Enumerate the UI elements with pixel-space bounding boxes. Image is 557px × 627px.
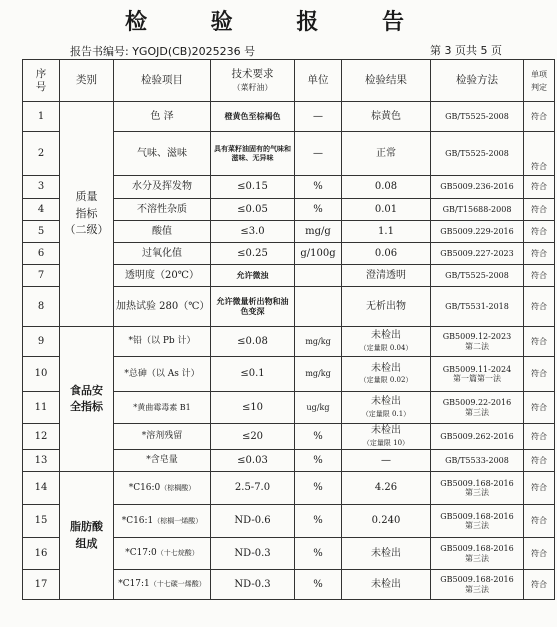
row-requirement: 2.5-7.0: [211, 472, 295, 505]
row-method: GB/T15688-2008: [431, 199, 524, 221]
inspection-table: [22, 59, 555, 600]
row-method: GB5009.227-2023: [431, 243, 524, 265]
table-row: [23, 102, 555, 132]
row-item: 水分及挥发物: [114, 176, 211, 199]
row-unit: %: [295, 450, 342, 472]
row-result: 0.01: [342, 199, 431, 221]
row-judge: 符合: [524, 221, 555, 243]
row-judge: 符合: [524, 450, 555, 472]
row-requirement: ≤0.1: [211, 357, 295, 392]
row-result: 0.08: [342, 176, 431, 199]
row-result: 未检出: [342, 570, 431, 600]
row-result: 未检出 （定量限 0.02）: [342, 357, 431, 392]
row-no: 1: [23, 102, 60, 132]
row-no: 16: [23, 538, 60, 570]
row-item: 气味、滋味: [114, 132, 211, 176]
row-judge: 符合: [524, 102, 555, 132]
row-result: 澄清透明: [342, 265, 431, 287]
row-no: 4: [23, 199, 60, 221]
row-item: *C16:0（棕榈酸）: [114, 472, 211, 505]
row-requirement: 具有菜籽油固有的气味和滋味、无异味: [211, 132, 295, 176]
row-item: *C17:0（十七烷酸）: [114, 538, 211, 570]
row-no: 5: [23, 221, 60, 243]
row-method: GB5009.168-2016 第三法: [431, 538, 524, 570]
category-quality: 质量 指标 （二级）: [60, 102, 114, 327]
row-judge: 符合: [524, 570, 555, 600]
report-number: 报告书编号: YGOJD(CB)2025236 号: [70, 45, 256, 58]
row-unit: %: [295, 538, 342, 570]
row-result: 0.06: [342, 243, 431, 265]
row-judge: 符合: [524, 424, 555, 450]
row-judge: 符合: [524, 505, 555, 538]
row-no: 13: [23, 450, 60, 472]
row-no: 8: [23, 287, 60, 327]
row-result: 正常: [342, 132, 431, 176]
row-judge: 符合: [524, 199, 555, 221]
row-item: *C16:1（棕榈一烯酸）: [114, 505, 211, 538]
row-item: 色 泽: [114, 102, 211, 132]
header-unit: 单位: [295, 60, 342, 102]
row-judge: 符合: [524, 538, 555, 570]
header-method: 检验方法: [431, 60, 524, 102]
row-judge: 符合: [524, 472, 555, 505]
header-item: 检验项目: [114, 60, 211, 102]
row-unit: %: [295, 472, 342, 505]
row-method: GB/T5525-2008: [431, 102, 524, 132]
row-method: GB5009.12-2023 第二法: [431, 327, 524, 357]
row-judge: 符合: [524, 132, 555, 176]
row-requirement: 橙黄色至棕褐色: [211, 102, 295, 132]
row-result: 无析出物: [342, 287, 431, 327]
row-item: *C17:1（十七碳一烯酸）: [114, 570, 211, 600]
row-unit: —: [295, 132, 342, 176]
row-result: —: [342, 450, 431, 472]
row-unit: mg/g: [295, 221, 342, 243]
row-judge: 符合: [524, 265, 555, 287]
row-method: GB/T5525-2008: [431, 265, 524, 287]
row-no: 12: [23, 424, 60, 450]
row-unit: g/100g: [295, 243, 342, 265]
row-unit: —: [295, 102, 342, 132]
row-requirement: ≤0.03: [211, 450, 295, 472]
row-result: 未检出: [342, 538, 431, 570]
row-requirement: ND-0.6: [211, 505, 295, 538]
row-no: 10: [23, 357, 60, 392]
row-item: 加热试验 280（℃）: [114, 287, 211, 327]
category-fatty-acid: 脂肪酸 组成: [60, 472, 114, 600]
row-requirement: ≤0.15: [211, 176, 295, 199]
row-item: *溶剂残留: [114, 424, 211, 450]
row-no: 11: [23, 392, 60, 424]
row-requirement: ≤3.0: [211, 221, 295, 243]
row-judge: 符合: [524, 392, 555, 424]
row-item: 过氧化值: [114, 243, 211, 265]
row-judge: 符合: [524, 327, 555, 357]
row-result: 未检出 （定量限 10）: [342, 424, 431, 450]
header-result: 检验结果: [342, 60, 431, 102]
row-requirement: ND-0.3: [211, 538, 295, 570]
table-header-row: [23, 60, 555, 102]
row-result: 未检出 （定量限 0.1）: [342, 392, 431, 424]
row-result: 4.26: [342, 472, 431, 505]
row-unit: %: [295, 424, 342, 450]
row-no: 6: [23, 243, 60, 265]
row-requirement: 允许微浊: [211, 265, 295, 287]
row-method: GB5009.262-2016: [431, 424, 524, 450]
row-unit: %: [295, 176, 342, 199]
row-no: 15: [23, 505, 60, 538]
row-requirement: ≤10: [211, 392, 295, 424]
row-method: GB5009.168-2016 第三法: [431, 472, 524, 505]
row-method: GB5009.236-2016: [431, 176, 524, 199]
row-result: 1.1: [342, 221, 431, 243]
row-unit: %: [295, 199, 342, 221]
row-judge: 符合: [524, 287, 555, 327]
row-unit: mg/kg: [295, 357, 342, 392]
row-item: *黄曲霉毒素 B1: [114, 392, 211, 424]
row-unit: %: [295, 505, 342, 538]
row-requirement: ≤0.25: [211, 243, 295, 265]
row-unit: mg/kg: [295, 327, 342, 357]
row-requirement: 允许微量析出物和油色变深: [211, 287, 295, 327]
row-item: 酸值: [114, 221, 211, 243]
row-no: 9: [23, 327, 60, 357]
header-requirement: 技术要求 （菜籽油）: [211, 60, 295, 102]
row-method: GB/T5533-2008: [431, 450, 524, 472]
row-item: 不溶性杂质: [114, 199, 211, 221]
row-judge: 符合: [524, 243, 555, 265]
header-category: 类别: [60, 60, 114, 102]
row-method: GB/T5525-2008: [431, 132, 524, 176]
row-item: 透明度（20℃）: [114, 265, 211, 287]
row-method: GB5009.168-2016 第三法: [431, 570, 524, 600]
page-info: 第 3 页共 5 页: [430, 44, 502, 57]
row-requirement: ≤20: [211, 424, 295, 450]
row-method: GB5009.229-2016: [431, 221, 524, 243]
row-result: 棕黄色: [342, 102, 431, 132]
category-safety: 食品安 全指标: [60, 327, 114, 472]
row-method: GB5009.168-2016 第三法: [431, 505, 524, 538]
header-judge: 单项 判定: [524, 60, 555, 102]
row-item: *铅（以 Pb 计）: [114, 327, 211, 357]
row-unit: [295, 265, 342, 287]
row-method: GB/T5531-2018: [431, 287, 524, 327]
row-unit: %: [295, 570, 342, 600]
row-no: 2: [23, 132, 60, 176]
row-requirement: ≤0.08: [211, 327, 295, 357]
row-unit: ug/kg: [295, 392, 342, 424]
row-no: 14: [23, 472, 60, 505]
row-judge: 符合: [524, 176, 555, 199]
row-requirement: ND-0.3: [211, 570, 295, 600]
header-seq: 序 号: [23, 60, 60, 102]
report-title: 检 验 报 告: [125, 9, 432, 35]
row-result: 未检出 （定量限 0.04）: [342, 327, 431, 357]
row-unit: [295, 287, 342, 327]
table-row: [23, 472, 555, 505]
row-method: GB5009.22-2016 第三法: [431, 392, 524, 424]
row-no: 3: [23, 176, 60, 199]
row-item: *含皂量: [114, 450, 211, 472]
row-requirement: ≤0.05: [211, 199, 295, 221]
row-result: 0.240: [342, 505, 431, 538]
row-no: 7: [23, 265, 60, 287]
table-row: [23, 327, 555, 357]
row-item: *总砷（以 As 计）: [114, 357, 211, 392]
row-no: 17: [23, 570, 60, 600]
row-judge: 符合: [524, 357, 555, 392]
row-method: GB5009.11-2024 第一篇第一法: [431, 357, 524, 392]
